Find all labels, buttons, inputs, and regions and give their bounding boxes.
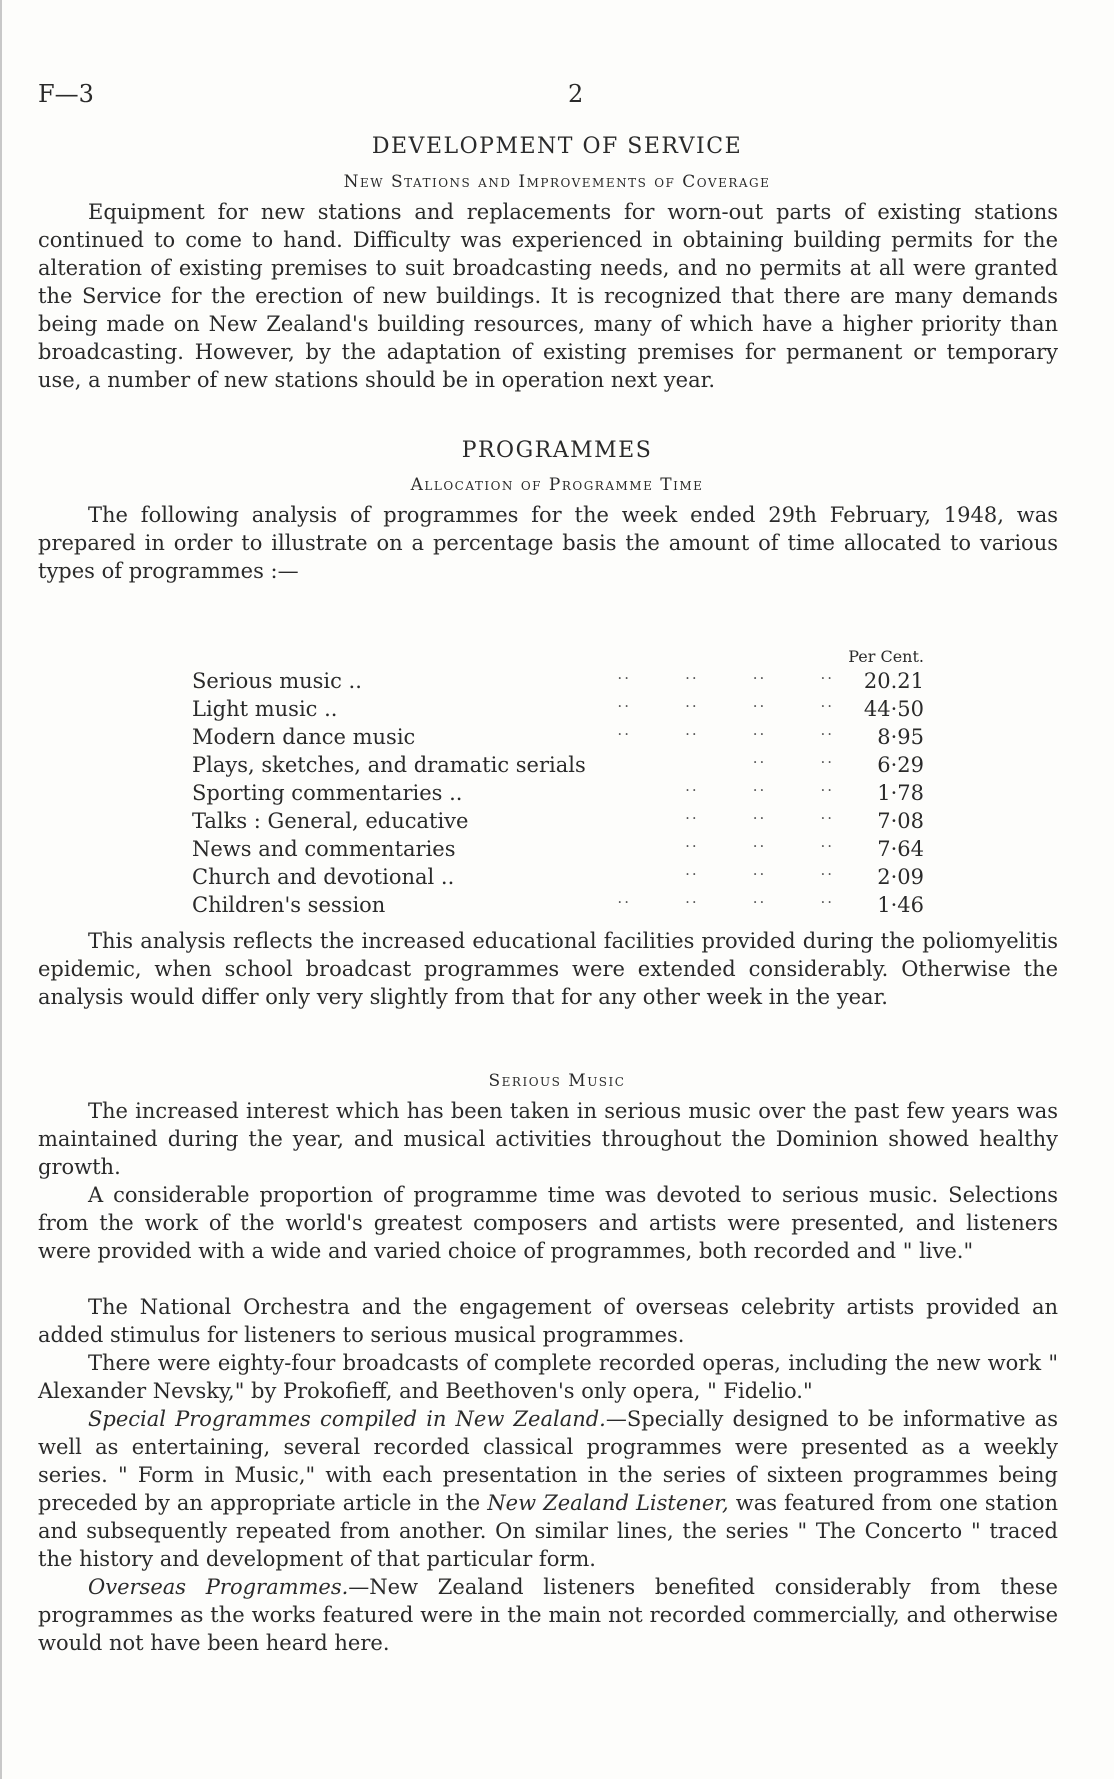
row-value: 7·64 [877, 837, 924, 861]
row-label: Church and devotional .. [192, 865, 455, 889]
row-label: Serious music .. [192, 669, 362, 693]
paragraph-special-programmes [38, 1405, 1058, 1573]
paragraph-serious-music-4-text: There were eighty-four broadcasts of complete recorded operas, including the new work " Alexander Nevsky," by Prokofieff, and Beethoven's only opera, " Fidelio." [38, 1351, 1058, 1403]
column-header-per-cent: Per Cent. [848, 647, 924, 666]
paragraph-serious-music-1 [38, 1097, 1058, 1181]
page-edge [0, 0, 2, 1779]
row-value: 8·95 [877, 725, 924, 749]
paragraph-programmes-intro [38, 501, 1058, 585]
leader-dots: .. .. .. [685, 805, 834, 823]
publication-title: New Zealand Listener, [487, 1491, 729, 1515]
row-label: News and commentaries [192, 837, 456, 861]
row-label: Light music .. [192, 697, 338, 721]
subheading-serious-music: Serious Music [488, 1071, 626, 1091]
row-value: 7·08 [877, 809, 924, 833]
row-label: Talks : General, educative [192, 809, 469, 833]
table-row [192, 889, 924, 921]
paragraph-overseas-programmes [38, 1573, 1058, 1657]
row-value: 44·50 [863, 697, 924, 721]
leader-dots: .. .. .. [685, 861, 834, 879]
paragraph-development-text: Equipment for new stations and replacements for worn-out parts of existing stations continued to come to hand. Difficulty was experienced in obtaining building permits for the alteration of existing premises to suit broadcasting needs, and no permits at all were granted the Service for the erection of new buildings. It is recognized that there are many demands being made on New Zealand's building resources, many of which have a higher priority than broadcasting. However, by the adaptation of existing premises for permanent or temporary use, a number of new stations should be in operation next year. [38, 200, 1058, 392]
overseas-programmes-title: Overseas Programmes. [88, 1575, 349, 1599]
row-value: 1·78 [877, 781, 924, 805]
special-programmes-text-b: was featured from one station and subsequently repeated from another. On similar lines, the series " The Concerto " traced the history and development of that particular form. [38, 1491, 1058, 1571]
leader-dots: .. .. [752, 749, 834, 767]
paragraph-analysis-note [38, 927, 1058, 1011]
special-programmes-title: Special Programmes compiled in New Zealand. [88, 1407, 606, 1431]
paragraph-programmes-intro-text: The following analysis of programmes for the week ended 29th February, 1948, was prepared in order to illustrate on a percentage basis the amount of time allocated to various types of programmes :— [38, 503, 1058, 583]
row-value: 1·46 [877, 893, 924, 917]
paragraph-serious-music-2-text: A considerable proportion of programme time was devoted to serious music. Selections from the work of the world's greatest composers and artists were presented, and listeners were provided with a wide and varied choice of programmes, both recorded and " live." [38, 1183, 1058, 1263]
paragraph-serious-music-3-text: The National Orchestra and the engagement of overseas celebrity artists provided an added stimulus for listeners to serious musical programmes. [38, 1295, 1058, 1347]
section-heading-programmes: PROGRAMMES [461, 438, 653, 463]
paragraph-serious-music-3 [38, 1293, 1058, 1349]
subheading-allocation: Allocation of Programme Time [410, 475, 704, 495]
subheading-new-stations: New Stations and Improvements of Coverage [343, 172, 771, 192]
paragraph-analysis-note-text: This analysis reflects the increased educational facilities provided during the poliomyelitis epidemic, when school broadcast programmes were extended considerably. Otherwise the analysis would differ only very slightly from that for any other week in the year. [38, 929, 1058, 1009]
row-label: Sporting commentaries .. [192, 781, 463, 805]
leader-dots: .. .. .. .. [617, 665, 834, 683]
special-programmes-text-a: —Specially designed to be informative as well as entertaining, several recorded classical programmes were presented as a weekly series. " Form in Music," with each presentation in the series of sixteen programmes being preceded by an appropriate article in the [38, 1407, 1058, 1515]
leader-dots: .. .. .. [685, 833, 834, 851]
paragraph-serious-music-4 [38, 1349, 1058, 1405]
page-header [38, 80, 1058, 120]
paragraph-development [38, 198, 1058, 394]
overseas-programmes-text: —New Zealand listeners benefited considerably from these programmes as the works featured were in the main not recorded commercially, and otherwise would not have been heard here. [38, 1575, 1058, 1655]
paragraph-serious-music-2 [38, 1181, 1058, 1265]
row-value: 20.21 [863, 669, 924, 693]
leader-dots: .. .. .. [685, 777, 834, 795]
paragraph-serious-music-1-text: The increased interest which has been taken in serious music over the past few years was maintained during the year, and musical activities throughout the Dominion showed healthy growth. [38, 1099, 1058, 1179]
row-label: Modern dance music [192, 725, 416, 749]
leader-dots: .. .. .. .. [617, 693, 834, 711]
leader-dots: .. .. .. .. [617, 889, 834, 907]
leader-dots: .. .. .. .. [617, 721, 834, 739]
row-label: Children's session [192, 893, 386, 917]
section-heading-development: DEVELOPMENT OF SERVICE [371, 134, 743, 159]
row-value: 2·09 [877, 865, 924, 889]
row-label: Plays, sketches, and dramatic serials [192, 753, 586, 777]
page-number: 2 [568, 80, 584, 108]
row-value: 6·29 [877, 753, 924, 777]
document-reference: F—3 [38, 80, 94, 108]
